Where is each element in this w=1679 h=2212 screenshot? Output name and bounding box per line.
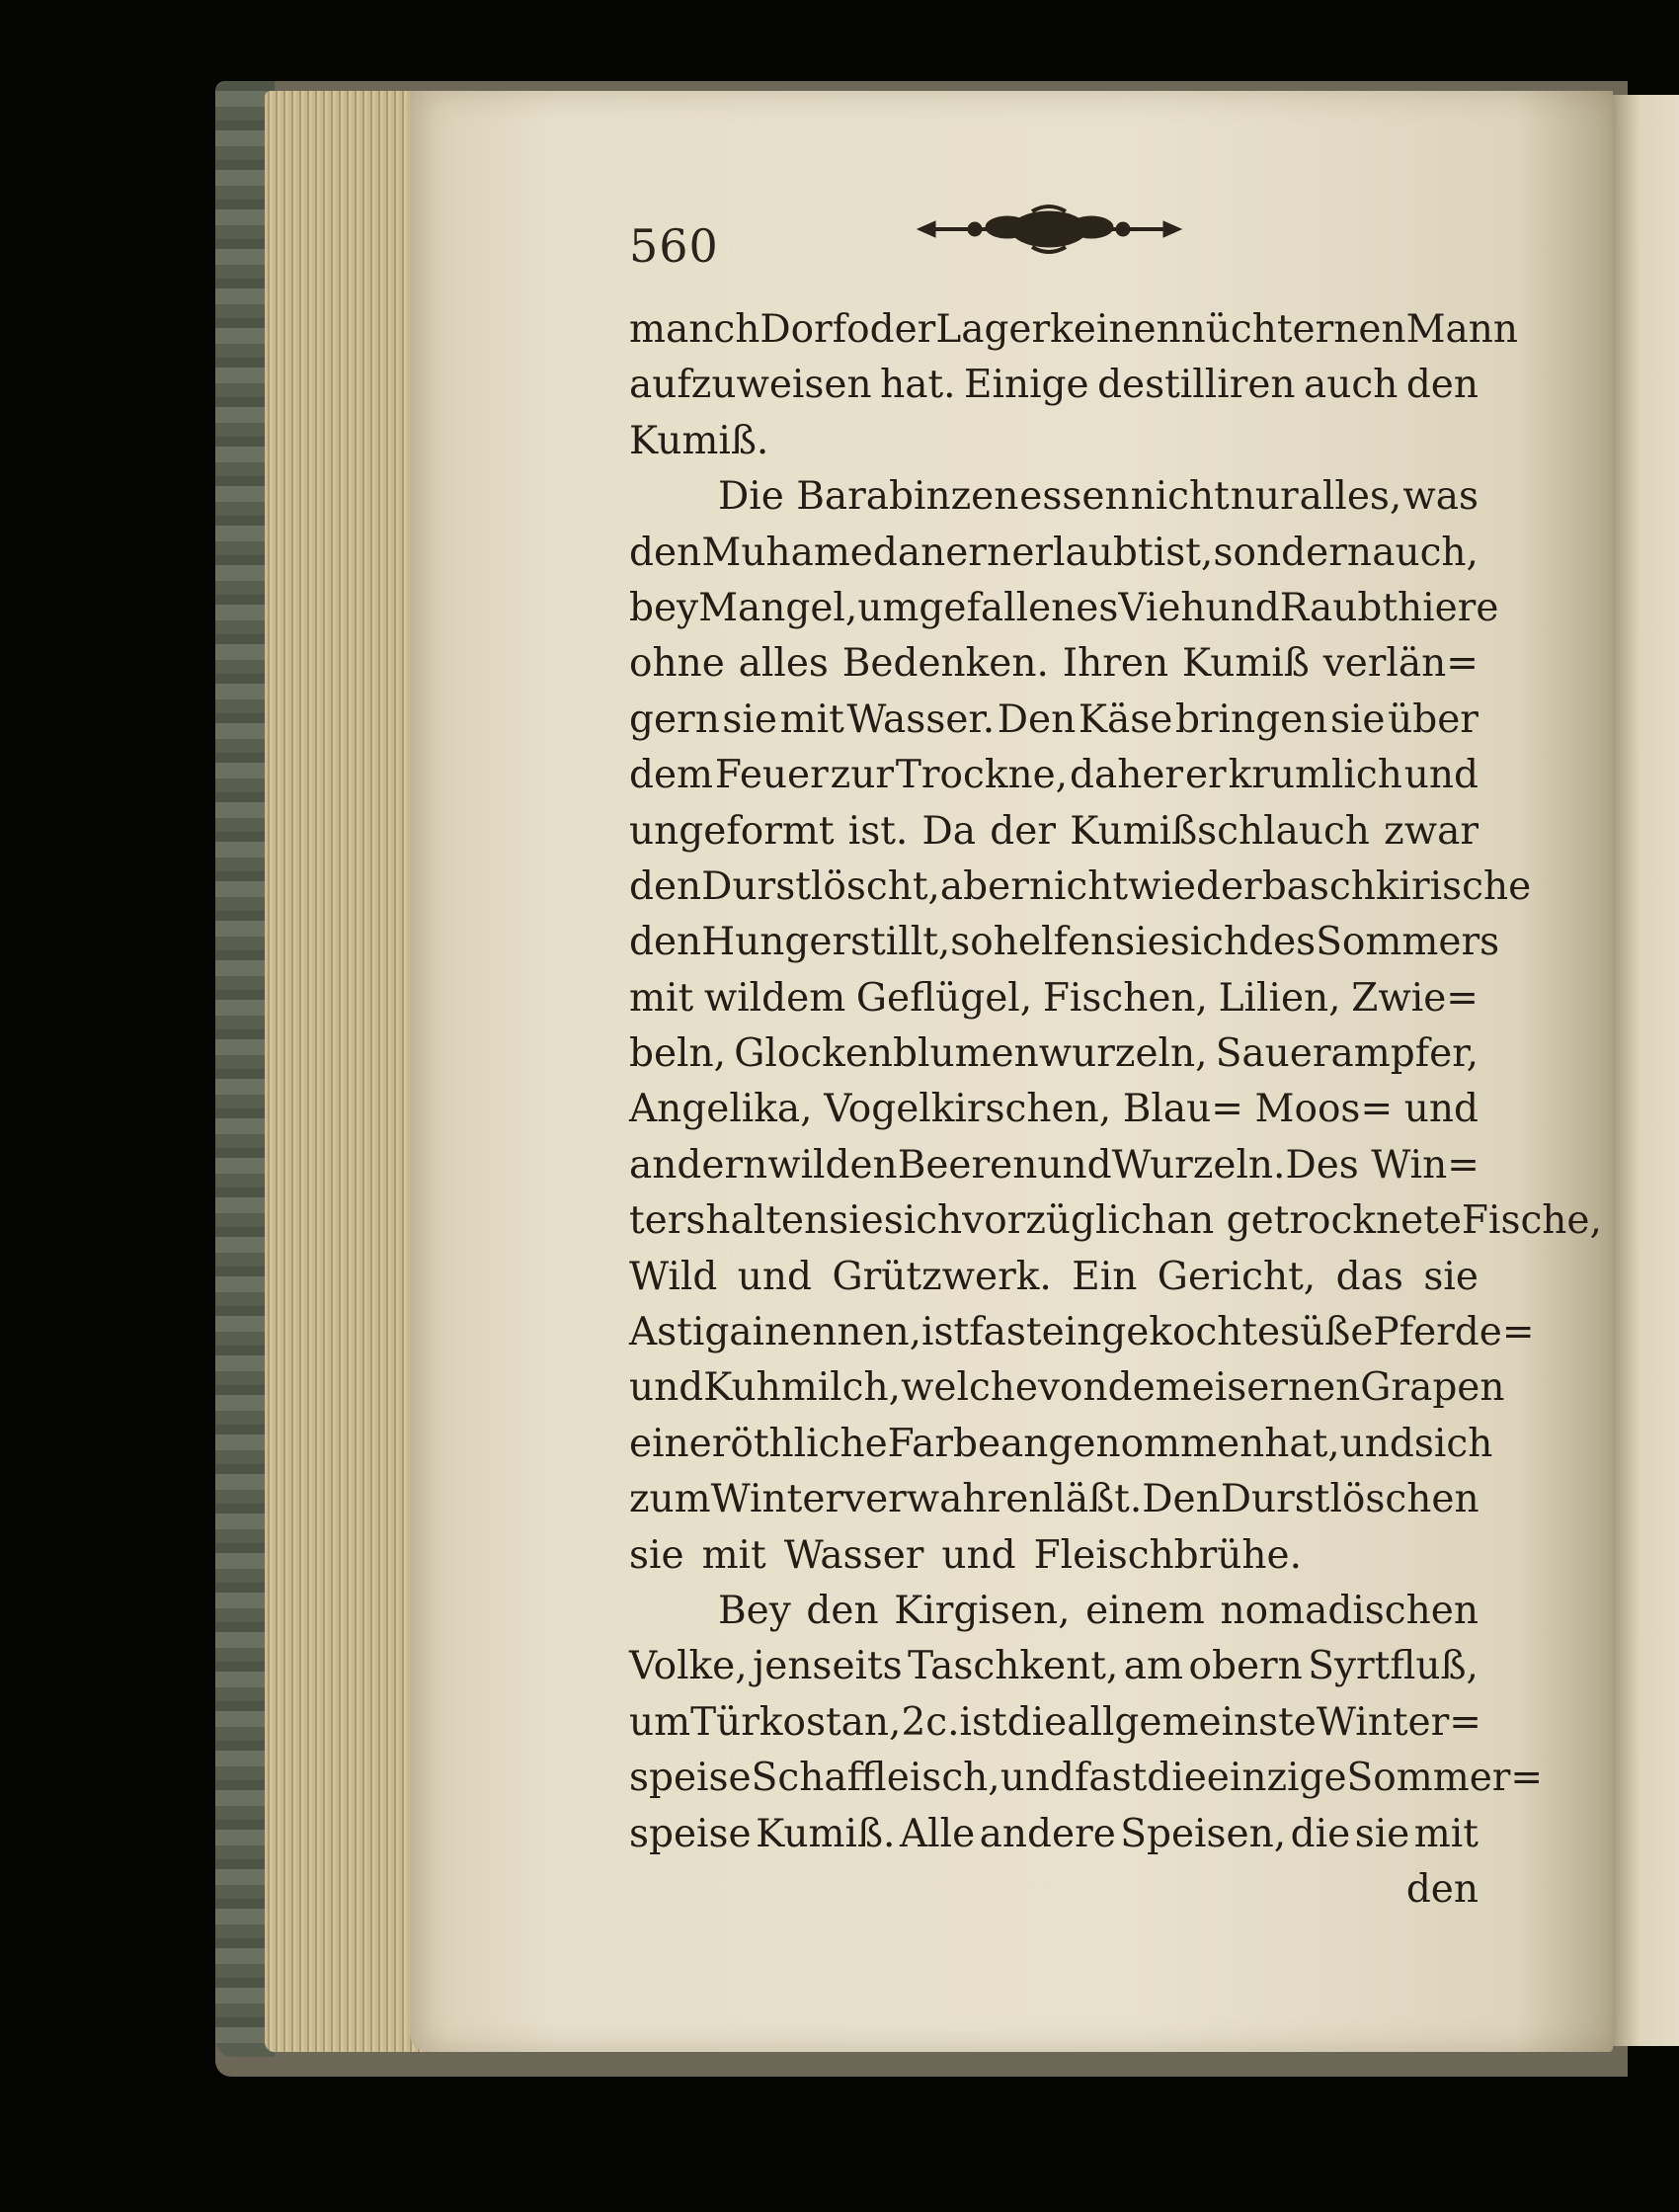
word: mit <box>1413 1811 1479 1856</box>
word: aber <box>939 863 1029 909</box>
word: wie <box>1128 863 1197 909</box>
word: Kumiß <box>1181 641 1310 687</box>
catchword-text: den <box>1405 1866 1479 1912</box>
word: Trockne, <box>895 753 1069 798</box>
word: und <box>1339 1421 1414 1466</box>
word: am <box>1123 1644 1184 1689</box>
word: und <box>1403 1087 1479 1132</box>
word: helfen <box>993 920 1116 965</box>
word: Mangel, <box>698 585 858 630</box>
word: Bey <box>718 1588 791 1633</box>
word: sie <box>1329 696 1386 742</box>
word: Wasser <box>783 1532 924 1578</box>
word: mit <box>701 1532 766 1578</box>
word: Kirgisen, <box>894 1588 1071 1633</box>
word: Durst <box>1220 1477 1330 1522</box>
word: und <box>1205 585 1280 630</box>
word: den <box>1405 363 1479 408</box>
word: hat, <box>1264 1421 1340 1466</box>
word: sie <box>1115 920 1170 965</box>
text-line <box>629 414 1479 469</box>
word: Wild <box>629 1254 718 1299</box>
word: sie <box>1354 1811 1410 1856</box>
word: hat. <box>880 363 956 408</box>
word: Astigai <box>629 1310 765 1355</box>
word: an getrocknete <box>1165 1198 1462 1244</box>
word: dem <box>1107 1365 1192 1411</box>
word: Gericht, <box>1157 1254 1317 1299</box>
word: allgemeinste <box>1067 1699 1317 1745</box>
word: Wurzeln. <box>1111 1142 1286 1188</box>
word: sie <box>629 1532 684 1578</box>
word: oder <box>846 307 936 352</box>
word: röthliche <box>711 1421 888 1466</box>
word: ist <box>921 1310 970 1355</box>
word: Durst <box>701 863 811 909</box>
text-line <box>629 804 1479 860</box>
word: aufzuweisen <box>629 363 872 408</box>
word: alles <box>738 641 829 687</box>
text-line <box>629 1250 1479 1305</box>
word: speise <box>629 1811 752 1856</box>
word: speise <box>629 1756 752 1801</box>
word: Kuhmilch, <box>703 1365 902 1411</box>
word: nur <box>1230 474 1299 520</box>
word: über <box>1388 696 1479 742</box>
word: wilden <box>767 1142 898 1188</box>
page-number: 560 <box>629 219 719 273</box>
word: Mann <box>1405 307 1518 352</box>
text-line <box>629 1751 1544 1806</box>
text-line <box>629 1360 1505 1416</box>
text-line <box>629 693 1479 748</box>
word: eine <box>629 1421 712 1466</box>
word: Angelika, <box>629 1087 813 1132</box>
word: Raubthiere <box>1279 585 1499 630</box>
header-ornament <box>914 204 1185 255</box>
word: Lilien, <box>1218 975 1341 1021</box>
word: Bedenken. <box>841 641 1049 687</box>
word: Farbe <box>887 1421 1001 1466</box>
word: gern <box>629 696 720 742</box>
word: süße <box>1280 1310 1374 1355</box>
text-line <box>629 302 1518 358</box>
word: Kumiß. <box>756 1811 896 1856</box>
word: um <box>629 1699 691 1745</box>
word: andere <box>979 1811 1116 1856</box>
word: nennen, <box>764 1310 922 1355</box>
word: auch, <box>1372 530 1479 575</box>
word: angenommen <box>1000 1421 1265 1466</box>
word: andern <box>629 1142 768 1188</box>
word: Zwie= <box>1351 975 1479 1021</box>
word: zur <box>830 753 894 798</box>
word: obern <box>1188 1644 1303 1689</box>
word: Den <box>997 696 1077 742</box>
word: einzige <box>1206 1756 1347 1801</box>
word: Kumiß. <box>629 418 769 463</box>
word: löschen <box>1329 1477 1479 1522</box>
word: sie <box>829 1198 884 1244</box>
word: fast <box>969 1310 1042 1355</box>
text-line <box>629 1807 1479 1862</box>
text-line <box>629 1695 1479 1751</box>
word: ungeformt <box>629 808 835 854</box>
word: sie <box>722 696 777 742</box>
word: Fleischbrühe. <box>1033 1532 1303 1578</box>
word: löscht, <box>810 863 940 909</box>
text-line <box>629 1193 1602 1249</box>
word: bey <box>629 585 699 630</box>
word: ist <box>959 1699 1007 1745</box>
word: welche <box>901 1365 1038 1411</box>
text-line <box>629 636 1479 692</box>
word: Fischen, <box>1042 975 1208 1021</box>
word: jenseits <box>753 1644 903 1689</box>
text-line <box>629 1305 1535 1360</box>
word: eingekochte <box>1041 1310 1281 1355</box>
word: umgefallenes <box>857 585 1119 630</box>
word: Türkostan, <box>690 1699 902 1745</box>
word: 2c. <box>901 1699 960 1745</box>
word: Käse <box>1078 696 1173 742</box>
word: Sauerampfer, <box>1215 1031 1479 1077</box>
word: Den <box>1142 1477 1221 1522</box>
catchword <box>629 1862 1479 1918</box>
word: Taschkent, <box>908 1644 1119 1689</box>
text-line <box>629 526 1479 581</box>
word: Winter <box>710 1477 844 1522</box>
text-line <box>629 1472 1479 1527</box>
word: und <box>629 1365 704 1411</box>
word: Vieh <box>1118 585 1206 630</box>
word: den <box>629 920 702 965</box>
word: vorzüglich <box>962 1198 1166 1244</box>
word: beln, <box>629 1031 727 1077</box>
word: und <box>999 1756 1075 1801</box>
word: die <box>1290 1811 1351 1856</box>
word: den <box>806 1588 879 1633</box>
word: Ein <box>1072 1254 1138 1299</box>
word: Dorf <box>760 307 847 352</box>
word: mit <box>629 975 694 1021</box>
word: und <box>737 1254 812 1299</box>
word: verlän= <box>1322 641 1479 687</box>
word: Fische, <box>1461 1198 1602 1244</box>
word: Alle <box>899 1811 976 1856</box>
facing-page-edge <box>1613 95 1679 2046</box>
word: das <box>1335 1254 1403 1299</box>
word: Glockenblumenwurzeln, <box>734 1031 1208 1077</box>
text-line <box>629 1026 1479 1082</box>
word: essen <box>1019 474 1130 520</box>
text-line <box>629 1082 1479 1137</box>
word: halten <box>705 1198 830 1244</box>
word: keinen <box>1050 307 1181 352</box>
word: Geflügel, <box>855 975 1033 1021</box>
word: sich <box>1413 1421 1493 1466</box>
word: Beeren <box>897 1142 1038 1188</box>
word: Wasser. <box>846 696 996 742</box>
word: was <box>1402 474 1479 520</box>
word: Hunger <box>701 920 851 965</box>
word: Winter= <box>1316 1699 1481 1745</box>
word: sie <box>1423 1254 1479 1299</box>
word: von <box>1038 1365 1108 1411</box>
word: den <box>629 530 702 575</box>
word: verwahren <box>843 1477 1054 1522</box>
text-line <box>629 581 1499 636</box>
word: manch <box>629 307 760 352</box>
word: Ihren <box>1062 641 1169 687</box>
word: Blau= <box>1122 1087 1243 1132</box>
text-line <box>629 469 1479 525</box>
word: zum <box>629 1477 711 1522</box>
word: Lager <box>935 307 1051 352</box>
word: der <box>1196 863 1262 909</box>
word: mit <box>779 696 844 742</box>
word: wildem <box>703 975 846 1021</box>
word: so <box>950 920 994 965</box>
word: nomadischen <box>1220 1588 1479 1633</box>
word: sich <box>1169 920 1249 965</box>
word: Pferde= <box>1373 1310 1535 1355</box>
word: Kumißschlauch <box>1070 808 1370 854</box>
word: und <box>941 1532 1016 1578</box>
word: Des Win= <box>1285 1142 1479 1188</box>
word: Vogelkirschen, <box>824 1087 1112 1132</box>
page-fore-edge <box>265 91 428 2052</box>
word: die <box>1006 1699 1068 1745</box>
word: dem <box>629 753 714 798</box>
word: Schaffleisch, <box>751 1756 1000 1801</box>
word: er <box>1184 753 1227 798</box>
word: erlaubt <box>1011 530 1154 575</box>
word: des <box>1248 920 1317 965</box>
word: zwar <box>1384 808 1479 854</box>
word: baschkirische <box>1261 863 1532 909</box>
word: Grapen <box>1360 1365 1505 1411</box>
word: läßt. <box>1053 1477 1143 1522</box>
text-line <box>629 1417 1493 1472</box>
word: bringen <box>1174 696 1328 742</box>
word: Da <box>921 808 977 854</box>
word: den <box>629 863 702 909</box>
word: daher <box>1069 753 1184 798</box>
word: ist, <box>1153 530 1214 575</box>
word: stillt, <box>850 920 951 965</box>
word: eisernen <box>1191 1365 1361 1411</box>
word: Einige <box>964 363 1089 408</box>
text-line <box>629 748 1479 803</box>
word: sondern <box>1213 530 1372 575</box>
text-line <box>629 1528 1479 1584</box>
word: nicht <box>1130 474 1230 520</box>
word: auch <box>1304 363 1399 408</box>
text-line <box>629 1584 1479 1639</box>
text-line <box>629 1138 1479 1193</box>
word: Moos= <box>1254 1087 1394 1132</box>
text-line <box>629 915 1500 970</box>
word: und <box>1403 753 1479 798</box>
word: fast <box>1074 1756 1148 1801</box>
word: nüchternen <box>1180 307 1406 352</box>
word: nicht <box>1028 863 1129 909</box>
word: Syrtfluß, <box>1308 1644 1479 1689</box>
word: Grützwerk. <box>832 1254 1052 1299</box>
word: Feuer <box>714 753 829 798</box>
body-text <box>629 302 1602 1918</box>
word: destilliren <box>1097 363 1296 408</box>
text-line <box>629 860 1532 915</box>
word: Muhamedanern <box>701 530 1012 575</box>
word: ist. <box>847 808 909 854</box>
word: alles, <box>1299 474 1402 520</box>
word: Sommer= <box>1346 1756 1544 1801</box>
word: Die Barabinzen <box>718 474 1019 520</box>
word: der <box>990 808 1056 854</box>
word: einem <box>1085 1588 1205 1633</box>
text-line <box>629 971 1479 1026</box>
text-line <box>629 358 1479 413</box>
word: die <box>1147 1756 1207 1801</box>
word: ohne <box>629 641 725 687</box>
text-line <box>629 1639 1479 1694</box>
word: ters <box>629 1198 706 1244</box>
word: Speisen, <box>1120 1811 1287 1856</box>
word: sich <box>883 1198 963 1244</box>
word: Volke, <box>629 1644 748 1689</box>
word: Sommers <box>1316 920 1500 965</box>
word: krumlich <box>1228 753 1402 798</box>
word: und <box>1037 1142 1112 1188</box>
